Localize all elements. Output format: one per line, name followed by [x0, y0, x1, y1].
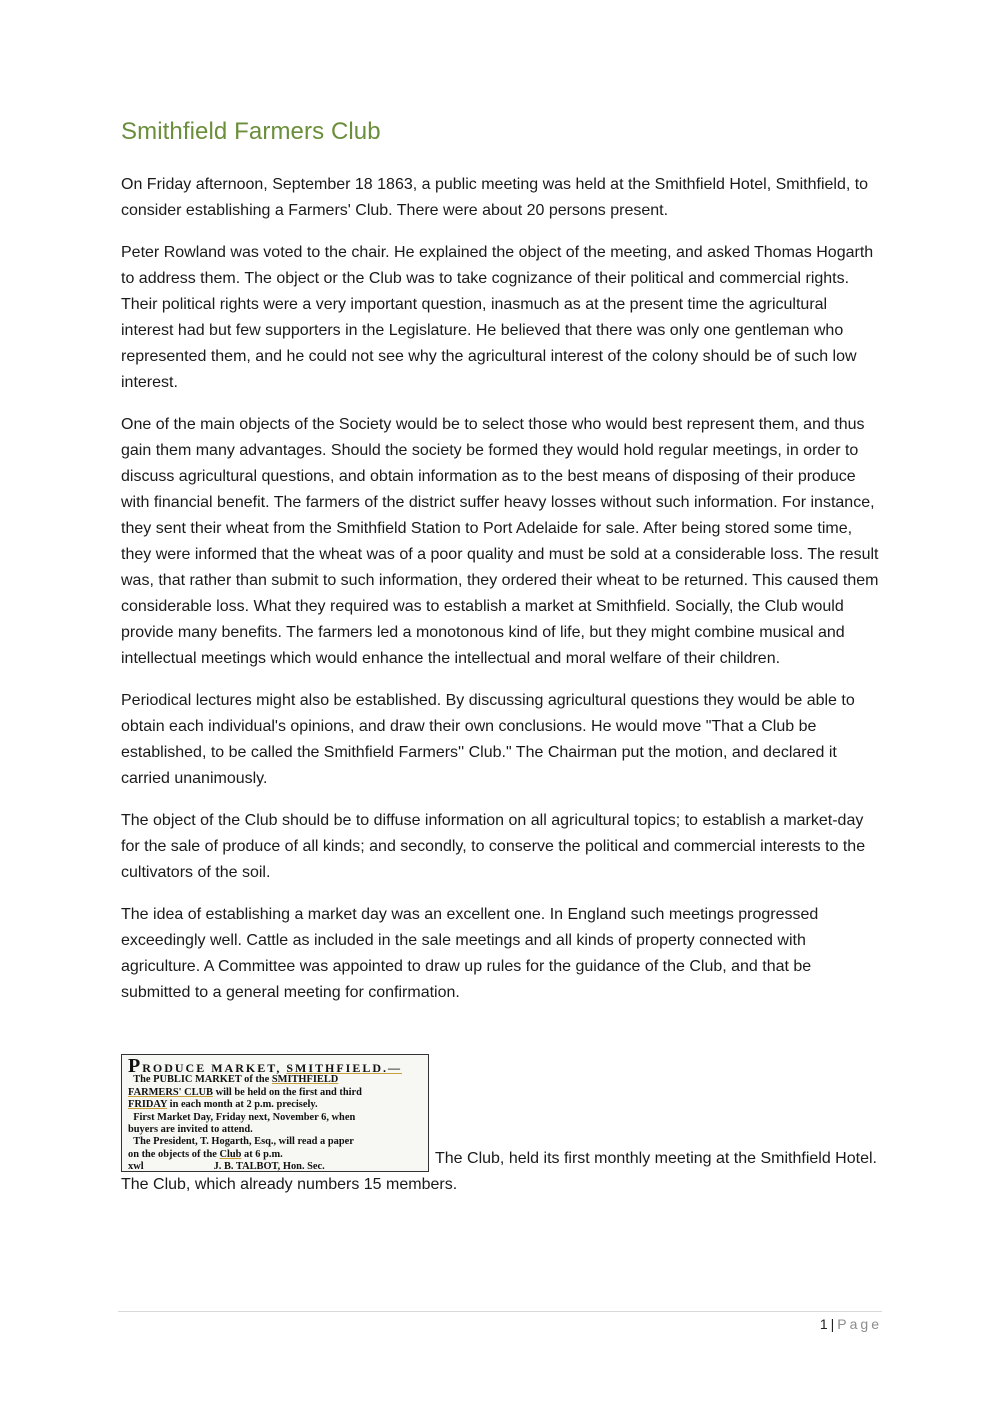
page-footer — [820, 1316, 882, 1332]
footer-divider — [118, 1311, 882, 1312]
newspaper-clipping-image — [121, 1054, 429, 1172]
page-label: Page — [837, 1316, 882, 1332]
clipping-line: The President, T. Hogarth, Esq., will read a paper — [133, 1136, 354, 1148]
clipping-line: First Market Day, Friday next, November 6, when — [133, 1111, 356, 1123]
page-title: Smithfield Farmers Club — [121, 118, 381, 145]
clipping-signature: xwl J. B. TALBOT, Hon. Sec. — [128, 1161, 325, 1172]
paragraph: Periodical lectures might also be established. By discussing agricultural questions they would be able to obtain each individual's opinions, and draw their own conclusions. He would move "That a Club be established, to be called the Smithfield Farmers'' Club." The Chairman put the motion, and declared it carried unanimously. — [121, 692, 855, 787]
clipping-drop-cap: P — [128, 1059, 143, 1075]
paragraph: The idea of establishing a market day was an excellent one. In England such meetings progressed exceedingly well. Cattle as included in the sale meetings and all kinds of property connected with agriculture. A Committee was appointed to draw up rules for the guidance of the Club, and that be submitted to a general meeting for confirmation. — [121, 906, 819, 1001]
paragraph: One of the main objects of the Society would be to select those who would best represent them, and thus gain them many advantages. Should the society be formed they would hold regular meetings, in order to discuss agricultural questions, and obtain information as to the best means of disposing of their produce with financial benefit. The farmers of the district suffer heavy losses without such information. For instance, they sent their wheat from the Smithfield Station to Port Adelaide for sale. After being stored some time, they were informed that the wheat was of a poor quality and must be sold at a considerable loss. The result was, that rather than submit to such information, they ordered their wheat to be returned. This caused them considerable loss. What they required was to establish a market at Smithfield. Socially, the Club would provide many benefits. The farmers led a monotonous kind of life, but they might combine musical and intellectual meetings which would enhance the intellectual and moral welfare of their children. — [121, 416, 879, 667]
paragraph: On Friday afternoon, September 18 1863, a public meeting was held at the Smithfield Hotel, Smithfield, to consider establishing a Farmers' Club. There were about 20 persons present. — [121, 176, 869, 219]
clipping-line: FRIDAY in each month at 2 p.m. precisely. — [128, 1099, 318, 1111]
closing-text: The Club, held its first monthly meeting at the Smithfield Hotel. The Club, which already numbers 15 members. — [121, 1150, 877, 1193]
document-page — [121, 118, 883, 1198]
clipping-line: FARMERS' CLUB will be held on the first and third — [128, 1086, 362, 1098]
clipping-headline: PRODUCE MARKET, SMITHFIELD.— — [128, 1059, 422, 1074]
paragraph: The object of the Club should be to diffuse information on all agricultural topics; to establish a market-day for the sale of produce of all kinds; and secondly, to conserve the political and commercial interests to the cultivators of the soil. — [121, 812, 866, 881]
paragraph: Peter Rowland was voted to the chair. He explained the object of the meeting, and asked Thomas Hogarth to address them. The object or the Club was to take cognizance of their political and commercial rights. Their political rights were a very important question, inasmuch as at the present time the agricultural interest had but few supporters in the Legislature. He believed that there was only one gentleman who represented them, and he could not see why the agricultural interest of the colony should be of such low interest. — [121, 244, 874, 391]
clipping-line: on the objects of the Club at 6 p.m. — [128, 1148, 283, 1160]
clipping-paragraph — [121, 1054, 883, 1198]
clipping-line: The PUBLIC MARKET of the SMITHFIELD — [133, 1074, 339, 1086]
footer-separator: | — [830, 1316, 835, 1332]
clipping-line: buyers are invited to attend. — [128, 1124, 253, 1136]
page-number: 1 — [819, 1316, 828, 1332]
